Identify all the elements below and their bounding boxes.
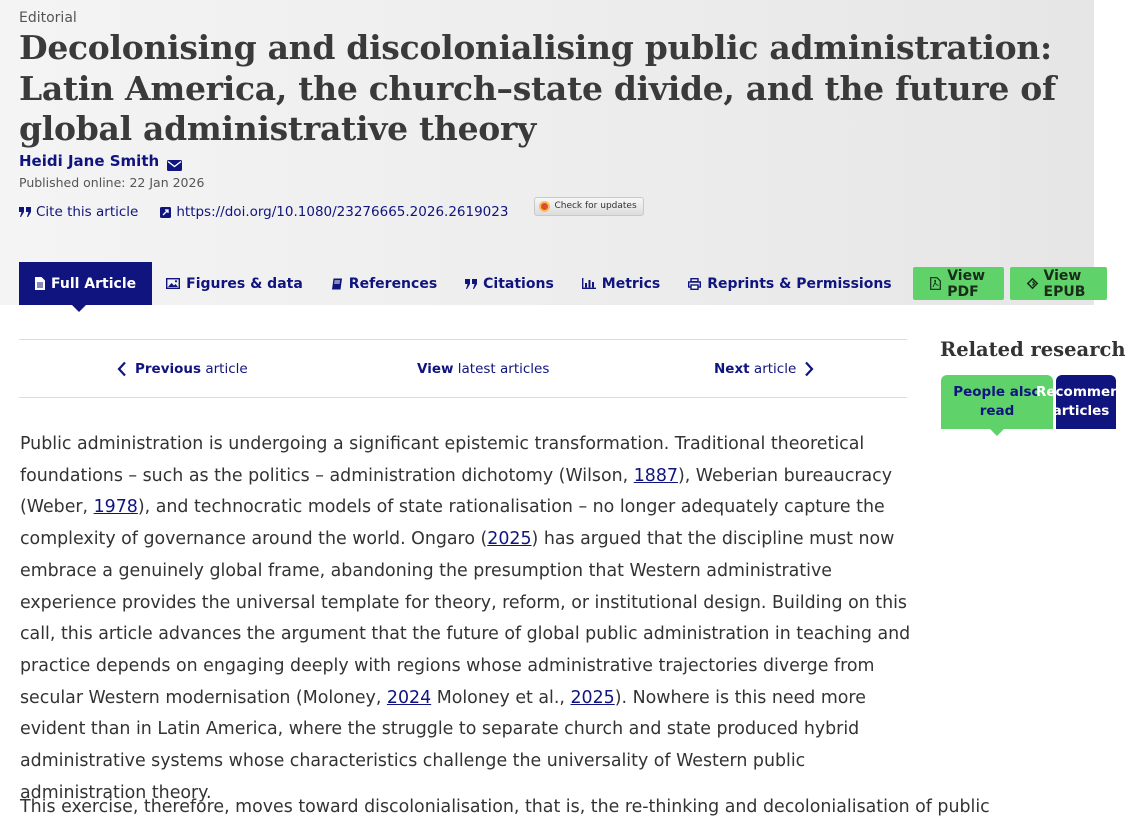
- body-text-segment: ). Nowhere is this need more evident than in Latin America, where the struggle to separate church and state produced hybrid administrative systems whose characteristics challenge the universality of Western public administration theory.: [20, 687, 866, 803]
- view-epub-label: View EPUB: [1043, 267, 1086, 300]
- article-meta-row: [19, 201, 644, 220]
- body-text-segment: Moloney et al.,: [431, 687, 571, 708]
- latest-rest: latest articles: [457, 360, 550, 377]
- reference-link-2025-ongaro[interactable]: 2025: [487, 529, 532, 550]
- author-link[interactable]: Heidi Jane Smith: [19, 152, 160, 170]
- view-pdf-button[interactable]: [913, 267, 1004, 300]
- tab-references-label: References: [348, 275, 438, 292]
- latest-bold: View: [417, 360, 454, 377]
- quote-icon: [19, 207, 31, 217]
- updates-label: Check for updates: [554, 201, 637, 211]
- reference-link-1887[interactable]: 1887: [633, 465, 678, 486]
- view-pdf-label: View PDF: [947, 267, 986, 300]
- reference-link-2024[interactable]: 2024: [386, 687, 432, 708]
- next-article-link[interactable]: [714, 340, 814, 397]
- article-title: Decolonising and discolonialising public administration: Latin America, the church–state divide, and the future of global administrative theory: [19, 28, 1056, 148]
- body-text-segment: ) has argued that the discipline must now embrace a genuinely global frame, abandoning the presumption that Western administrative experience provides the universal template for theory, reform, or institutional design. Building on this call, this article advances the argument that the future of global public administration in teaching and practice depends on engaging deeply with regions whose administrative trajectories diverge from secular Western modernisation (Moloney,: [20, 529, 911, 708]
- reference-link-2025-moloney[interactable]: 2025: [570, 687, 615, 708]
- cite-this-article-link[interactable]: [19, 204, 138, 220]
- body-text-segment: ), Weberian bureaucracy (Weber,: [20, 465, 893, 518]
- view-epub-button[interactable]: [1010, 267, 1108, 300]
- tab-reprints-label: Reprints & Permissions: [707, 275, 892, 292]
- related-research-heading: Related research: [940, 338, 1126, 361]
- printer-icon: [688, 278, 701, 290]
- chevron-right-icon: [804, 361, 814, 377]
- doi-label: https://doi.org/10.1080/23276665.2026.2619023: [176, 204, 509, 220]
- image-icon: [166, 278, 180, 289]
- doi-link[interactable]: [160, 204, 508, 220]
- tab-references[interactable]: [317, 262, 451, 305]
- body-text-segment: Public administration is undergoing a significant epistemic transformation. Traditional theoretical foundations – such as the politics – administration dichotomy (Wilson,: [20, 434, 865, 486]
- book-icon: [331, 278, 343, 290]
- previous-bold: Previous: [135, 360, 202, 377]
- next-rest: article: [753, 360, 797, 377]
- crossmark-icon: [539, 201, 550, 212]
- tab-full-article[interactable]: [19, 262, 152, 305]
- tab-recommended-articles[interactable]: [1036, 375, 1148, 429]
- article-navigation: [19, 339, 907, 398]
- tab-full-article-label: Full Article: [51, 275, 137, 292]
- bar-chart-icon: [582, 278, 596, 289]
- people-also-read-label: People also read: [953, 384, 1041, 419]
- published-date: Published online: 22 Jan 2026: [19, 175, 205, 190]
- article-type-label: Editorial: [19, 10, 77, 26]
- previous-article-link[interactable]: [117, 340, 248, 397]
- article-paragraph-2: This exercise, therefore, moves toward discolonialisation, that is, the re-thinking and decolonialisation of public: [20, 797, 990, 817]
- body-text-segment: ), and technocratic models of state rationalisation – no longer adequately capture the complexity of governance around the world. Ongaro (: [20, 497, 885, 550]
- tab-metrics-label: Metrics: [601, 275, 661, 292]
- chevron-left-icon: [117, 361, 127, 377]
- quote-icon: [465, 279, 477, 289]
- tab-figures-label: Figures & data: [186, 275, 303, 292]
- article-paragraph: [20, 429, 912, 809]
- envelope-icon[interactable]: [167, 156, 182, 167]
- tab-reprints-permissions[interactable]: [674, 262, 905, 305]
- recommended-label: Recommended articles: [1036, 384, 1148, 419]
- reference-link-1978[interactable]: 1978: [93, 497, 138, 518]
- cite-label: Cite this article: [36, 204, 139, 220]
- view-latest-articles-link[interactable]: [417, 340, 549, 397]
- pdf-file-icon: [930, 277, 941, 290]
- epub-icon: [1027, 278, 1038, 290]
- tab-metrics[interactable]: [568, 262, 674, 305]
- tab-citations-label: Citations: [483, 275, 554, 292]
- article-tabs: [19, 262, 1107, 305]
- next-bold: Next: [714, 360, 750, 377]
- previous-rest: article: [205, 360, 248, 377]
- tab-figures-data[interactable]: [152, 262, 317, 305]
- check-for-updates-button[interactable]: [534, 197, 643, 216]
- document-icon: [35, 277, 45, 290]
- tab-citations[interactable]: [451, 262, 568, 305]
- author-row: [19, 152, 182, 170]
- external-link-icon: [160, 207, 171, 218]
